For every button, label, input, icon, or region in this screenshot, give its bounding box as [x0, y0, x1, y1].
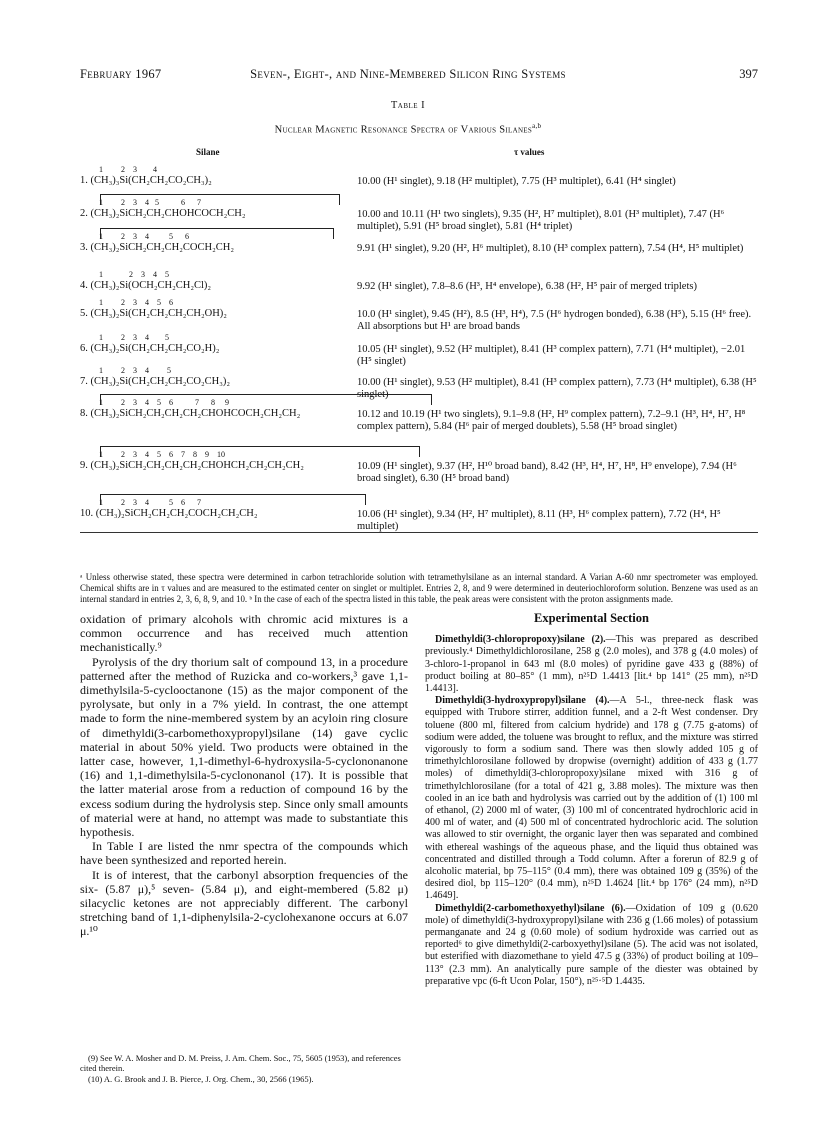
atom-numbering: 1 2 3 4 5 6 [99, 298, 173, 307]
atom-numbering: 1 2 3 4 5 6 7 8 9 10 [99, 450, 225, 459]
formula-line [80, 280, 211, 291]
ring-closure-bracket [100, 228, 334, 239]
chemical-formula: (CH₃)₂SiCH₂CH₂CHOHCOCH₂CH₂ [90, 208, 246, 219]
silane-compound [80, 270, 211, 291]
formula-line [80, 208, 245, 219]
atom-numbering: 1 2 3 4 5 6 7 [99, 498, 201, 507]
reference-item: (9) See W. A. Mosher and D. M. Preiss, J. Am. Chem. Soc., 75, 5605 (1953), and references cited therein. [80, 1053, 401, 1074]
entry-number: 10. [80, 508, 94, 519]
atom-numbering: 1 2 3 4 5 6 [99, 232, 189, 241]
entry-number: 5. [80, 308, 88, 319]
atom-numbering: 1 2 3 4 5 [99, 333, 169, 342]
chemical-formula: (CH₃)₂SiCH₂CH₂CH₂COCH₂CH₂CH₂ [95, 508, 258, 519]
tau-values: 10.00 and 10.11 (H¹ two singlets), 9.35 (H², H⁷ multiplet), 8.01 (H³ multiplet), 7.47 (H⁶ multiplet), 5.91 (H⁵ broad singlet), 5.81 (H⁴ triplet) [357, 209, 725, 232]
experimental-entry [425, 695, 758, 902]
formula-line [80, 508, 257, 519]
journal-date: February 1967 [80, 67, 162, 81]
experimental-entry [425, 903, 758, 988]
atom-numbering: 1 2 3 4 5 [99, 270, 169, 279]
formula-line [80, 460, 304, 471]
paragraph: In Table I are listed the nmr spectra of the compounds which have been synthesized and reported herein. [80, 839, 408, 868]
entry-number: 7. [80, 376, 88, 387]
table-caption-text: Nuclear Magnetic Resonance Spectra of Various Silanes [274, 124, 533, 136]
table-label: Table I [390, 100, 426, 111]
chemical-formula: (CH₃)₂Si(CH₂CH₂CH₂CH₂OH)₂ [90, 308, 227, 319]
chemical-formula: (CH₃)₂SiCH₂CH₂CH₂CH₂CHOHCH₂CH₂CH₂CH₂ [90, 460, 304, 471]
ring-closure-bracket [100, 446, 420, 457]
tau-values: 10.00 (H¹ singlet), 9.18 (H² multiplet), 7.75 (H³ multiplet), 6.41 (H⁴ singlet) [357, 176, 676, 187]
silane-compound [80, 165, 212, 186]
entry-text: —A 5-l., three-neck flask was equipped with Trubore stirrer, addition funnel, and a 2-ft West condenser. Dry toluene (800 ml, filtered from calcium hydride) and 178 g (7.75 g-atoms) of sodium were added, the toluene was brought to reflux, and the mixture was stirred vigorously to form a sodium sand. There was then slowly added 105 g of trimethylchlorosilane followed by dropwise (overnight) addition of 433 g (1.77 moles) of dimethyldi(3-chloropropoxy)silane mixed with 316 g of trimethylchlorosilane (for a total of 421 g, 3.88 moles). The mixture was then cooled in an ice bath and hydrolysis was carried out by the addition of (1) 100 ml of ethanol, (2) 2000 ml of water, (3) 100 ml of concentrated hydrochloric acid in 400 ml of water, and (4) 500 ml of concentrated hydrochloric acid. The solution was allowed to stir overnight, the organic layer then was separated and combined with ethereal washings of the aqueous phase, and the liquid thus obtained was concentrated and distilled through a Todd column. After a forerun of 82.9 g of alcoholic material, bp 75–115° (0.4 mm), there was obtained 109 g (35%) of the desired diol, bp 115–120° (0.4 mm), n²⁵D 1.4624 [lit.⁴ bp 176° (24 mm), n²⁵D 1.4649]. [425, 695, 758, 902]
entry-title: Dimethyldi(3-chloropropoxy)silane (2). [435, 634, 606, 646]
table-caption [0, 122, 816, 136]
tau-values: 9.92 (H¹ singlet), 7.8–8.6 (H³, H⁴ envelope), 6.38 (H², H⁵ pair of merged triplets) [357, 281, 697, 292]
tau-values: 10.05 (H¹ singlet), 9.52 (H² multiplet), 8.41 (H³ complex pattern), 7.71 (H⁴ multiplet), −2.01 (H⁵ singlet) [357, 344, 746, 367]
atom-numbering: 1 2 3 4 5 6 7 8 9 [99, 398, 229, 407]
tau-values: 10.12 and 10.19 (H¹ two singlets), 9.1–9.8 (H², H⁹ complex pattern), 7.2–9.1 (H³, H⁴, H⁷, H⁸ complex pattern), 5.84 (H⁶ pair of merged doublets), 5.58 (H⁵ broad singlet) [357, 409, 746, 432]
experimental-entry [425, 634, 758, 695]
table-caption-footnote-marks: a,b [532, 122, 542, 130]
column-header-silane: Silane [196, 147, 220, 157]
chemical-formula: (CH₃)₂Si(CH₂CH₂CH₂CO₂H)₂ [90, 343, 220, 354]
paragraph: oxidation of primary alcohols with chromic acid mixtures is a common occurrence and has received much attention mechanistically.⁹ [80, 612, 408, 655]
running-title: Seven-, Eight-, and Nine-Membered Silicon Ring Systems [250, 67, 566, 81]
page-header [0, 67, 816, 83]
formula-line [80, 242, 234, 253]
atom-numbering: 1 2 3 4 [99, 165, 157, 174]
entry-number: 6. [80, 343, 88, 354]
entry-number: 1. [80, 175, 88, 186]
atom-numbering: 1 2 3 4 5 [99, 366, 171, 375]
chemical-formula: (CH₃)₂Si(OCH₂CH₂CH₂Cl)₂ [90, 280, 212, 291]
chemical-formula: (CH₃)₃Si(CH₂CH₂CO₂CH₃)₂ [90, 175, 212, 186]
entry-text: —This was prepared as described previously.⁴ Dimethyldichlorosilane, 258 g (2.0 moles), and 378 g (4.0 moles) of 3-chloro-1-propanol in 643 ml (8.0 moles) of pyridine gave 433 g (88%) of product boiling at 80–85° (1 mm), n²⁵D 1.4413 [lit.⁴ bp 141° (25 mm), n²⁵D 1.4413]. [425, 634, 759, 695]
paragraph: It is of interest, that the carbonyl absorption frequencies of the six- (5.87 μ),⁵ seven- (5.84 μ), and eight-membered (5.82 μ) silacyclic ketones are not appreciably different. The carbonyl stretching band of 1,1-diphenylsila-2-cyclohexanone occurs at 6.07 μ.¹⁰ [80, 867, 408, 939]
entry-title: Dimethyldi(3-hydroxypropyl)silane (4). [435, 695, 610, 707]
tau-values: 10.09 (H¹ singlet), 9.37 (H², H¹⁰ broad band), 8.42 (H³, H⁴, H⁷, H⁸, H⁹ envelope), 7.94 (H⁶ broad singlet), 6.30 (H⁵ broad band) [357, 461, 737, 484]
formula-line [80, 175, 212, 186]
silane-compound [80, 333, 219, 354]
formula-line [80, 308, 227, 319]
formula-line [80, 343, 219, 354]
ring-closure-bracket [100, 394, 432, 405]
tau-values: 9.91 (H¹ singlet), 9.20 (H², H⁶ multiplet), 8.10 (H³ complex pattern), 7.54 (H⁴, H⁵ multiplet) [357, 243, 744, 254]
entry-number: 3. [80, 242, 88, 253]
table-bottom-rule [80, 532, 758, 533]
tau-values: 10.0 (H¹ singlet), 9.45 (H²), 8.5 (H³, H⁴), 7.5 (H⁶ hydrogen bonded), 6.38 (H⁵), 5.15 (H⁶ free). All absorptions but H¹ are broad bands [357, 309, 752, 332]
entry-number: 2. [80, 208, 88, 219]
formula-line [80, 408, 300, 419]
section-heading: Experimental Section [534, 611, 649, 625]
table-footnote: ᵃ Unless otherwise stated, these spectra were determined in carbon tetrachloride solution with tetramethylsilane as an internal standard. A Varian A-60 nmr spectrometer was employed. Chemical shifts are in τ values and are measured to the estimated center on singlet or multiplet. Entries 2, 8, and 9 were determined in deuteriochloroform solution. Benzene was used as an internal standard in entries 2, 3, 6, 8, 9, and 10. ᵇ In the case of each of the spectra listed in this table, the peak areas were consistent with the proton assignments made. [80, 572, 758, 604]
ring-closure-bracket [100, 494, 366, 505]
silane-compound [80, 298, 227, 319]
references [80, 1053, 408, 1084]
ring-closure-bracket [100, 194, 340, 205]
entry-title: Dimethyldi(2-carbomethoxyethyl)silane (6). [435, 902, 626, 914]
entry-number: 9. [80, 460, 88, 471]
chemical-formula: (CH₃)₂SiCH₂CH₂CH₂COCH₂CH₂ [90, 242, 234, 253]
silane-compound [80, 366, 230, 387]
tau-values: 10.00 (H¹ singlet), 9.53 (H² multiplet), 8.41 (H³ complex pattern), 7.73 (H⁴ multiplet), 6.38 (H⁵ singlet) [357, 377, 757, 400]
paragraph: Pyrolysis of the dry thorium salt of compound 13, in a procedure patterned after the method of Ruzicka and co-workers,³ gave 1,1-dimethylsila-5-cyclooctanone (15) as the major component of the pyrolysate, but only in a 7% yield. In contrast, the one attempt made to form the nine-membered system by an acyloin ring closure of dimethyldi(3-carbomethoxypropyl)silane (14) gave cyclic material in about 50% yield. Two products were obtained in the latter case, however, 1,1-dimethyl-6-hydroxysila-5-cyclononanone (16) and 1,1-dimethylsila-5-cyclononanol (17). It is possible that the latter material arose from a reduction of compound 16 by the excess sodium during the hydrolysis step. Since only small amounts of material were at hand, no attempt was made to substantiate this hypothesis. [80, 654, 408, 840]
entry-text: —Oxidation of 109 g (0.620 mole) of dimethyldi(3-hydroxypropyl)silane with 236 g (1.66 moles) of potassium permanganate and 24 g (0.60 mole) of sodium hydroxide was carried out as reported⁶ to give dimethyldi(2-carboxyethyl)silane (5). The acid was not isolated, but esterified with diazomethane to yield 47.5 g (33%) of product boiling at 109–113° (2.3 mm). An analytically pure sample of the diester was obtained by preparative vpc (6-ft Ucon Polar, 150°), n²⁵·⁵D 1.4435. [425, 902, 758, 987]
atom-numbering: 1 2 3 4 5 6 7 [99, 198, 201, 207]
right-text-column [425, 612, 758, 988]
left-text-column [80, 612, 408, 939]
formula-line [80, 376, 230, 387]
chemical-formula: (CH₃)₂SiCH₂CH₂CH₂CH₂CHOHCOCH₂CH₂CH₂ [90, 408, 301, 419]
entry-number: 4. [80, 280, 88, 291]
column-header-tau-values: τ values [514, 147, 545, 157]
chemical-formula: (CH₃)₂Si(CH₂CH₂CH₂CO₂CH₃)₂ [90, 376, 231, 387]
page-number: 397 [739, 67, 758, 81]
tau-values: 10.06 (H¹ singlet), 9.34 (H², H⁷ multiplet), 8.11 (H³, H⁶ complex pattern), 7.72 (H⁴, H⁵ multiplet) [357, 509, 721, 532]
entry-number: 8. [80, 408, 88, 419]
reference-item: (10) A. G. Brook and J. B. Pierce, J. Org. Chem., 30, 2566 (1965). [88, 1073, 314, 1084]
